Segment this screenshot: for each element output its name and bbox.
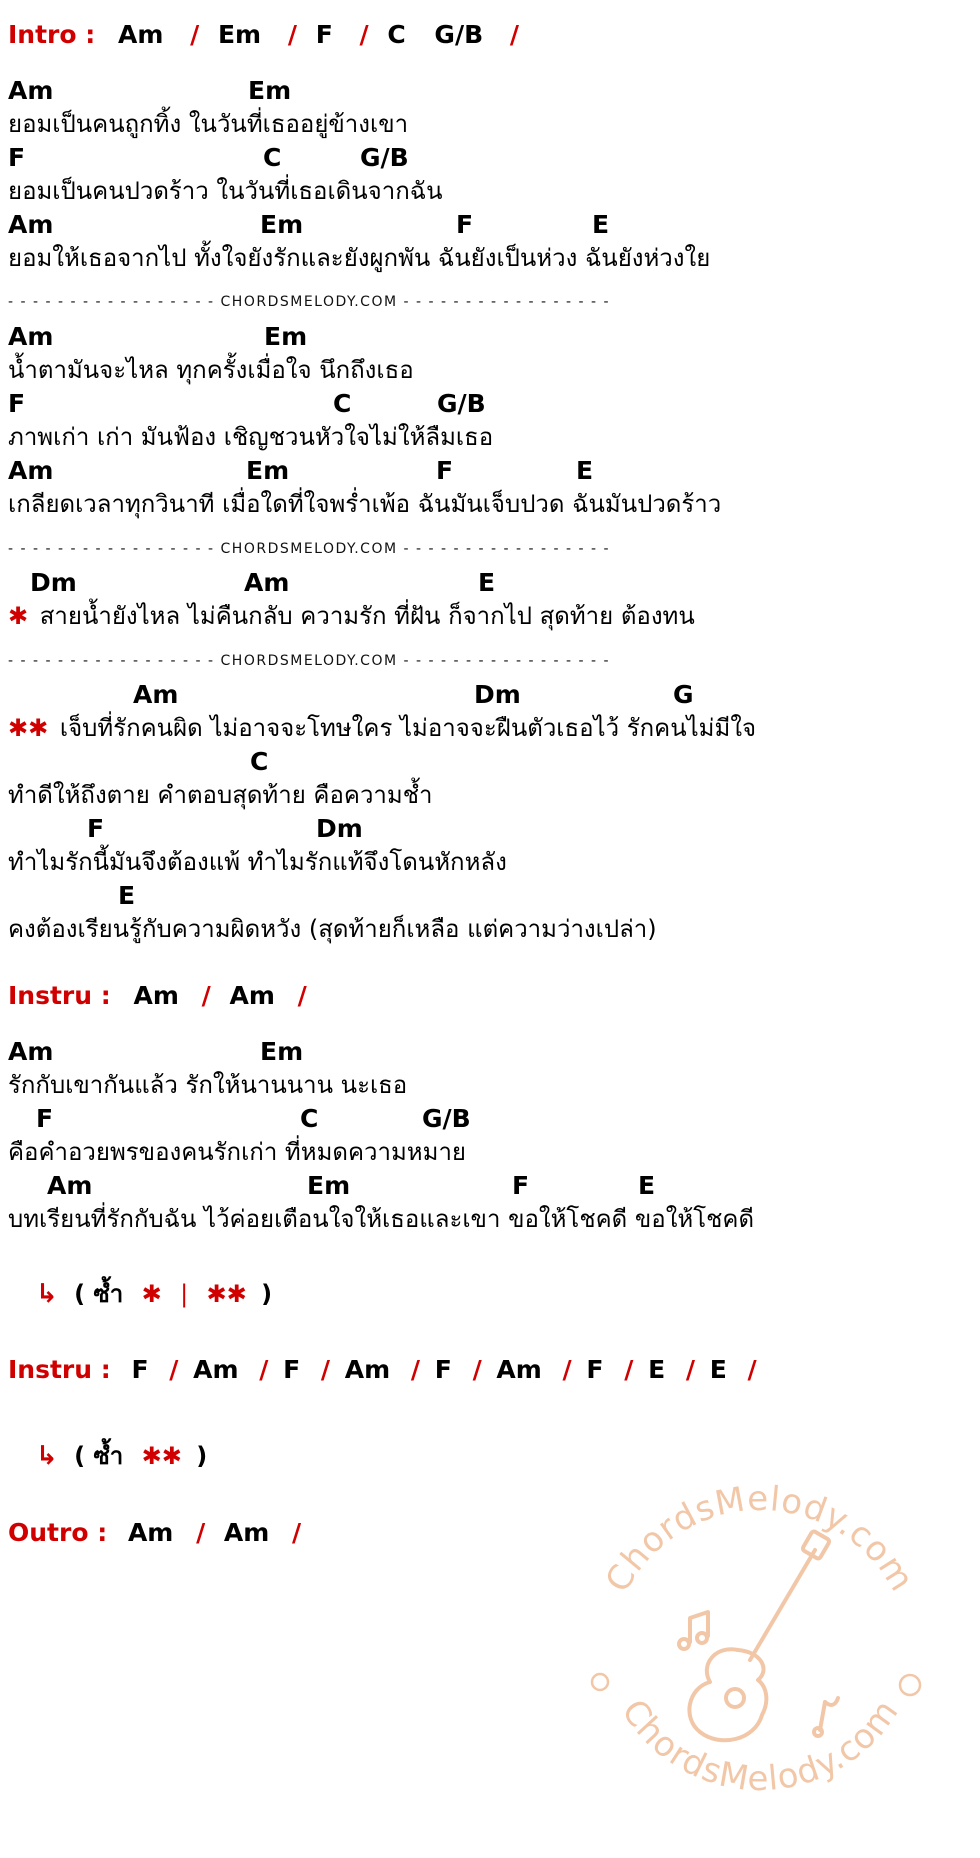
- chord: G: [673, 680, 694, 709]
- chord: Am: [47, 1171, 93, 1200]
- chord: Am: [223, 1518, 270, 1547]
- chord: E: [118, 881, 136, 910]
- chord: F: [586, 1355, 604, 1384]
- lyric-line: ยอมให้เธอจากไป ทั้งใจยังรักและยังผูกพัน ฉันยังเป็นห่วง ฉันยังห่วงใย: [8, 244, 711, 272]
- chord: G/B: [422, 1104, 471, 1133]
- repeat-line: [36, 1274, 272, 1313]
- repeat-line: [36, 1436, 207, 1475]
- chord: Em: [260, 1037, 304, 1066]
- repeat-open: ( ซ้ำ: [74, 1280, 124, 1308]
- return-arrow-icon: ↳: [36, 1279, 58, 1309]
- prechorus-marker: ✱: [141, 1280, 162, 1308]
- chord: Em: [260, 210, 304, 239]
- chord: Em: [307, 1171, 351, 1200]
- chord: G/B: [434, 20, 484, 49]
- lyric-line: น้ำตามันจะไหล ทุกครั้งเมื่อใจ นึกถึงเธอ: [8, 356, 414, 384]
- chord: Em: [246, 456, 290, 485]
- chord: Am: [8, 210, 54, 239]
- chord: Am: [117, 20, 164, 49]
- watermark-text-top: ChordsMelody.com: [597, 1478, 922, 1599]
- chord: G/B: [437, 389, 486, 418]
- return-arrow-icon: ↳: [36, 1441, 58, 1471]
- lyric-line: ทำไมรักนี้มันจึงต้องแพ้ ทำไมรักแท้จึงโดนหักหลัง: [8, 848, 507, 876]
- chord: Am: [8, 1037, 54, 1066]
- lyric-line: คือคำอวยพรของคนรักเก่า ที่หมดความหมาย: [8, 1138, 466, 1166]
- chord: Am: [244, 568, 290, 597]
- lyric-line: ภาพเก่า เก่า มันฟ้อง เชิญชวนหัวใจไม่ให้ลืมเธอ: [8, 423, 494, 451]
- chorus-marker: ✱✱: [206, 1280, 247, 1308]
- chord: C: [333, 389, 352, 418]
- chord: C: [300, 1104, 319, 1133]
- chord: F: [315, 20, 333, 49]
- instru-label: Instru :: [8, 981, 111, 1010]
- chord: Dm: [30, 568, 77, 597]
- chord: Am: [8, 456, 54, 485]
- chord: F: [8, 143, 26, 172]
- site-divider: - - - - - - - - - - - - - - - - - CHORDSMELODY.COM - - - - - - - - - - - - - - - - -: [8, 653, 611, 669]
- chord: F: [434, 1355, 452, 1384]
- lyric-line: [8, 708, 756, 747]
- repeat-separator: |: [180, 1280, 189, 1308]
- chorus-marker: ✱✱: [141, 1442, 182, 1470]
- chord: Dm: [474, 680, 521, 709]
- lyric-line: คงต้องเรียนรู้กับความผิดหวัง (สุดท้ายก็เหลือ แต่ความว่างเปล่า): [8, 915, 657, 943]
- instru-label: Instru :: [8, 1355, 111, 1384]
- chord: Em: [217, 20, 262, 49]
- registered-icon: [592, 1674, 920, 1695]
- chord: Em: [248, 76, 292, 105]
- chord: F: [131, 1355, 149, 1384]
- chord: F: [8, 389, 26, 418]
- lyric-line: ยอมเป็นคนถูกทิ้ง ในวันที่เธออยู่ข้างเขา: [8, 110, 409, 138]
- chord: Dm: [316, 814, 363, 843]
- lyric-text: เจ็บที่รักคนผิด ไม่อาจจะโทษใคร ไม่อาจจะฝืนตัวเธอไว้ รักคนไม่มีใจ: [59, 714, 757, 742]
- outro-line: Outro : Am / Am /: [8, 1518, 302, 1547]
- chord: F: [436, 456, 454, 485]
- chord: G/B: [360, 143, 409, 172]
- watermark: [570, 1460, 950, 1830]
- instru-line: Instru : Am / Am /: [8, 981, 307, 1010]
- chord: E: [648, 1355, 666, 1384]
- lyric-line: ทำดีให้ถึงตาย คำตอบสุดท้าย คือความช้ำ: [8, 781, 433, 809]
- instru-line: Instru : F / Am / F / Am / F / Am / F / E / E /: [8, 1355, 757, 1384]
- outro-label: Outro :: [8, 1518, 108, 1547]
- chord: Am: [8, 76, 54, 105]
- chord: Em: [264, 322, 308, 351]
- chord: F: [456, 210, 474, 239]
- chord: F: [36, 1104, 54, 1133]
- lyric-line: เกลียดเวลาทุกวินาที เมื่อใดที่ใจพร่ำเพ้อ ฉันมันเจ็บปวด ฉันมันปวดร้าว: [8, 490, 722, 518]
- site-divider: - - - - - - - - - - - - - - - - - CHORDSMELODY.COM - - - - - - - - - - - - - - - - -: [8, 541, 611, 557]
- chord: F: [512, 1171, 530, 1200]
- lyric-line: ยอมเป็นคนปวดร้าว ในวันที่เธอเดินจากฉัน: [8, 177, 443, 205]
- chord: E: [576, 456, 594, 485]
- intro-line: Intro : Am / Em / F / C G/B /: [8, 20, 519, 49]
- repeat-close: ): [261, 1280, 273, 1308]
- chord: Am: [127, 1518, 174, 1547]
- lyric-line: [8, 596, 695, 635]
- lyric-line: บทเรียนที่รักกับฉัน ไว้ค่อยเตือนใจให้เธอและเขา ขอให้โชคดี ขอให้โชคดี: [8, 1205, 755, 1233]
- chord: E: [709, 1355, 727, 1384]
- site-divider: - - - - - - - - - - - - - - - - - CHORDSMELODY.COM - - - - - - - - - - - - - - - - -: [8, 294, 611, 310]
- lyric-text: สายน้ำยังไหล ไม่คืนกลับ ความรัก ที่ฝัน ก็จากไป สุดท้าย ต้องทน: [39, 602, 695, 630]
- chord: Am: [8, 322, 54, 351]
- chord: F: [87, 814, 105, 843]
- chord: E: [592, 210, 610, 239]
- chord: C: [263, 143, 282, 172]
- chord: Am: [229, 981, 275, 1010]
- chorus-marker: ✱✱: [8, 714, 49, 742]
- chord: C: [387, 20, 406, 49]
- chord: E: [478, 568, 496, 597]
- intro-label: Intro :: [8, 20, 96, 49]
- guitar-icon: [679, 1530, 838, 1740]
- chord: Am: [193, 1355, 239, 1384]
- repeat-open: ( ซ้ำ: [74, 1442, 124, 1470]
- repeat-close: ): [196, 1442, 208, 1470]
- prechorus-marker: ✱: [8, 602, 29, 630]
- chord: Am: [133, 680, 179, 709]
- chord: C: [250, 747, 269, 776]
- chord: F: [283, 1355, 301, 1384]
- chord: Am: [496, 1355, 542, 1384]
- lyric-line: รักกับเขากันแล้ว รักให้นานนาน นะเธอ: [8, 1071, 408, 1099]
- chord: Am: [133, 981, 179, 1010]
- watermark-text-bottom: ChordsMelody.com: [613, 1691, 907, 1800]
- chord: Am: [344, 1355, 391, 1384]
- chord: E: [638, 1171, 656, 1200]
